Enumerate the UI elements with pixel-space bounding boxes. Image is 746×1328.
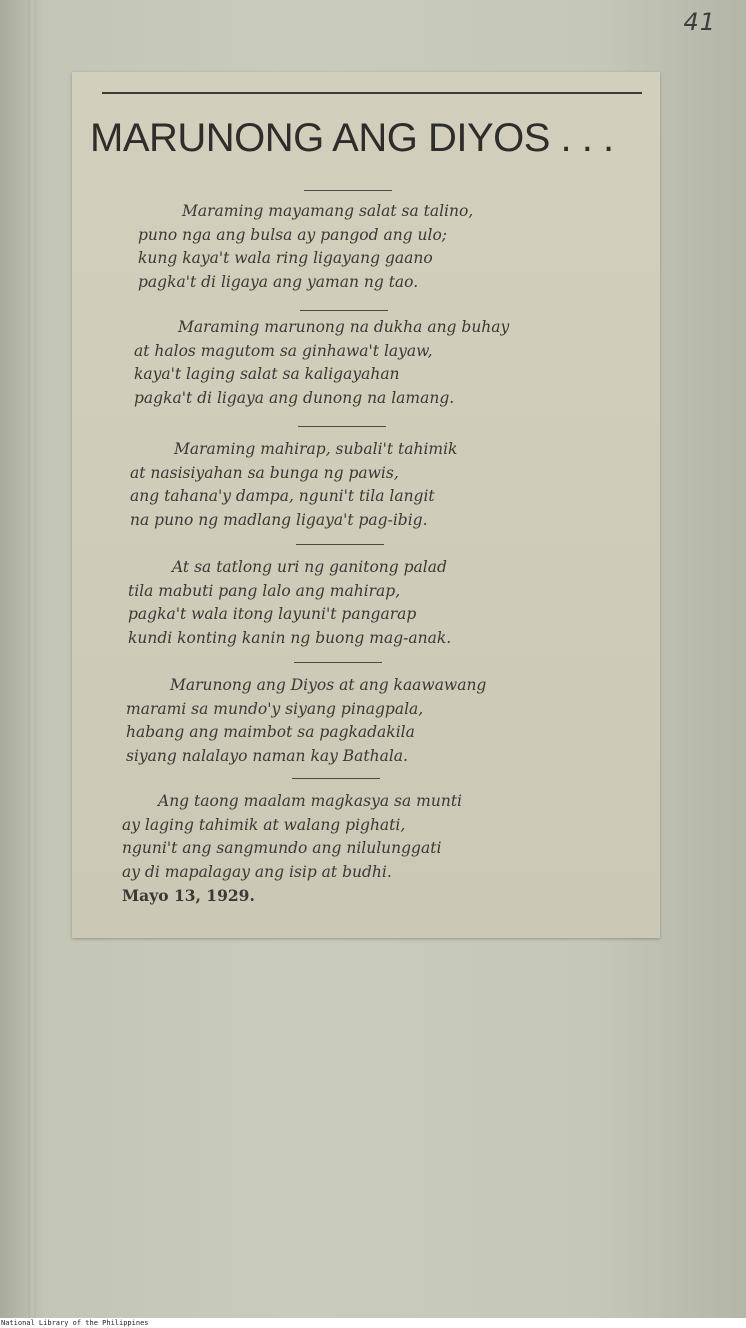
stanza-line: Maraming marunong na dukha ang buhay — [178, 318, 510, 336]
stanza-line: Maraming mayamang salat sa talino, — [182, 202, 474, 220]
newspaper-clipping — [72, 72, 660, 938]
stanza-line: kaya't laging salat sa kaligayahan — [134, 365, 400, 383]
stanza-4 — [128, 556, 451, 650]
stanza-line: pagka't di ligaya ang yaman ng tao. — [138, 272, 419, 291]
stanza-line: kung kaya't wala ring ligayang gaano — [138, 249, 433, 267]
stanza-line: siyang nalalayo naman kay Bathala. — [126, 746, 408, 765]
stanza-divider — [294, 662, 382, 663]
stanza-5 — [126, 674, 486, 768]
stanza-line: habang ang maimbot sa pagkadakila — [126, 723, 415, 741]
top-rule — [102, 92, 642, 94]
stanza-6 — [122, 790, 462, 884]
stanza-divider — [304, 190, 392, 191]
stanza-divider — [292, 778, 380, 779]
stanza-divider — [298, 426, 386, 427]
footer-credit: National Library of the Philippines — [0, 1318, 746, 1328]
poem-title: MARUNONG ANG DIYOS . . . — [90, 116, 614, 160]
stanza-line: ay di mapalagay ang isip at budhi. — [122, 862, 392, 881]
stanza-line: At sa tatlong uri ng ganitong palad — [172, 558, 447, 576]
stanza-1 — [138, 200, 473, 294]
stanza-line: pagka't di ligaya ang dunong na lamang. — [134, 388, 455, 407]
stanza-line: Marunong ang Diyos at ang kaawawang — [170, 676, 487, 694]
stanza-line: at halos magutom sa ginhawa't layaw, — [134, 341, 433, 360]
stanza-line: Ang taong maalam magkasya sa munti — [158, 792, 463, 810]
stanza-2 — [134, 316, 509, 410]
stanza-divider — [296, 544, 384, 545]
stanza-line: Maraming mahirap, subali't tahimik — [174, 440, 458, 458]
stanza-line: ang tahana'y dampa, nguni't tila langit — [130, 487, 435, 505]
stanza-line: tila mabuti pang lalo ang mahirap, — [128, 581, 401, 600]
stanza-line: na puno ng madlang ligaya't pag-ibig. — [130, 510, 428, 529]
page-crease — [28, 0, 36, 1318]
publication-date: Mayo 13, 1929. — [122, 886, 255, 905]
stanza-line: pagka't wala itong layuni't pangarap — [128, 605, 417, 623]
stanza-line: nguni't ang sangmundo ang nilulunggati — [122, 839, 442, 857]
stanza-3 — [130, 438, 457, 532]
page-number: 41 — [683, 8, 716, 36]
stanza-line: at nasisiyahan sa bunga ng pawis, — [130, 463, 399, 482]
stanza-line: marami sa mundo'y siyang pinagpala, — [126, 699, 424, 718]
stanza-line: ay laging tahimik at walang pighati, — [122, 815, 406, 834]
stanza-divider — [300, 310, 388, 311]
stanza-line: puno nga ang bulsa ay pangod ang ulo; — [138, 225, 448, 244]
stanza-line: kundi konting kanin ng buong mag-anak. — [128, 628, 452, 647]
